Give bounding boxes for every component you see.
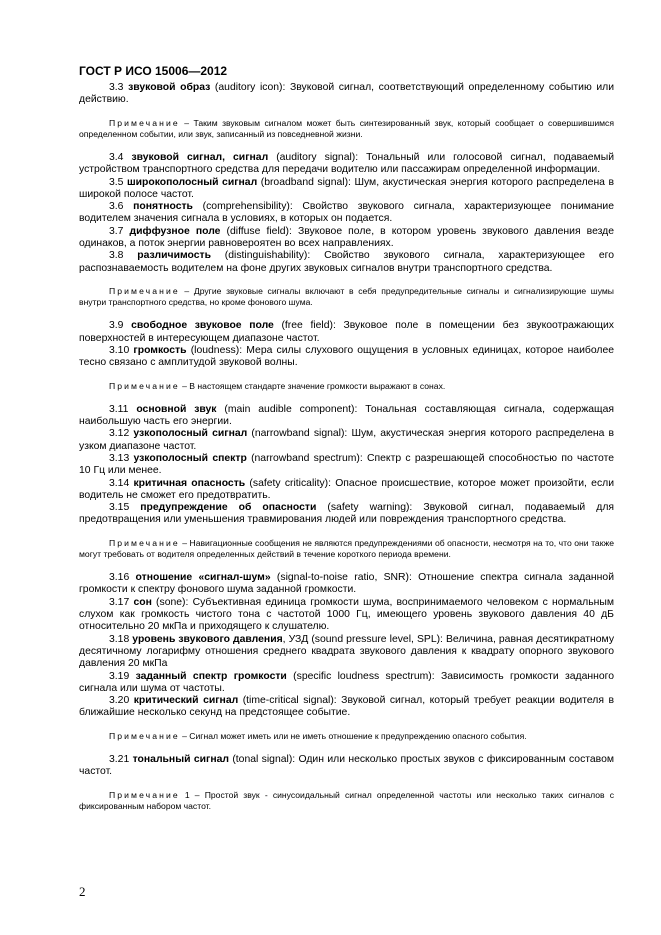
- entry-number: 3.7: [109, 225, 124, 237]
- term-entry-3-19: [79, 671, 614, 696]
- term-entry-3-18: [79, 634, 614, 671]
- entry-term: критический сигнал: [133, 695, 239, 707]
- entry-definition: (safety warning): Звуковой сигнал, подаваемый для предотвращения или уменьшения травмирования людей или повреждения транспортного средства.: [79, 502, 615, 526]
- entry-term: сон: [133, 596, 152, 608]
- entry-definition: (narrowband signal): Шум, акустическая энергия которого распределена в узком диапазоне частот.: [79, 428, 615, 452]
- entry-definition: (signal-to-noise ratio, SNR): Отношение спектра сигнала заданной громкости к спектру фонового шума заданной громкости.: [79, 572, 614, 596]
- entry-number: 3.11: [109, 403, 129, 415]
- note-text: – Навигационные сообщения не являются предупреждениями об опасности, несмотря на то, что они также могут требовать от водителя определенных действий в течение короткого периода времени.: [79, 537, 614, 559]
- entry-definition: (auditory icon): Звуковой сигнал, соответствующий определенному событию или действию.: [79, 82, 615, 106]
- term-entry-3-20: [79, 695, 614, 720]
- term-entry-3-5: [79, 177, 614, 202]
- entry-term: узкополосный спектр: [133, 452, 247, 464]
- document-body: [79, 82, 614, 824]
- entry-term: отношение «сигнал-шум»: [135, 572, 271, 584]
- entry-number: 3.12: [109, 428, 130, 440]
- note: [79, 286, 614, 308]
- term-entry-3-3: [79, 82, 614, 107]
- term-entry-3-10: [79, 345, 614, 370]
- term-entry-3-6: [79, 201, 614, 226]
- entry-number: 3.16: [109, 572, 130, 584]
- entry-number: 3.15: [109, 502, 130, 514]
- entry-number: 3.18: [109, 633, 130, 645]
- note: [79, 118, 614, 140]
- entry-definition: (main audible component): Тональная составляющая сигнала, содержащая наибольшую часть его энергии.: [79, 403, 615, 428]
- entry-number: 3.5: [109, 176, 124, 188]
- term-entry-3-9: [79, 320, 614, 345]
- term-entry-3-14: [79, 478, 614, 503]
- note-text: 1 – Простой звук - синусоидальный сигнал определенной частоты или несколько таких сигналов с фиксированным набором частот.: [79, 789, 614, 811]
- note: [79, 790, 614, 812]
- entry-number: 3.14: [109, 477, 130, 489]
- entry-number: 3.21: [109, 753, 130, 765]
- entry-term: узкополосный сигнал: [133, 428, 248, 440]
- note-text: – Сигнал может иметь или не иметь отношение к предупреждению опасного события.: [179, 730, 527, 741]
- note-label: Примечание: [109, 537, 180, 548]
- term-entry-3-15: [79, 502, 614, 527]
- entry-definition: (specific loudness spectrum): Зависимость громкости заданного сигнала или шума от частоты.: [79, 670, 614, 694]
- entry-definition: (free field): Звуковое поле в помещении без звукоотражающих поверхностей в интересующем диапазоне частот.: [79, 320, 614, 344]
- note-label: Примечание: [109, 789, 180, 800]
- entry-term: основной звук: [136, 403, 217, 415]
- entry-definition: , УЗД (sound pressure level, SPL): Величина, равная десятикратному десятичному логарифму отношения среднего квадрата звукового давления к квадрату опорного звукового давления 20 мкПа: [79, 633, 615, 670]
- entry-term: тональный сигнал: [132, 753, 229, 765]
- entry-number: 3.8: [109, 250, 124, 262]
- entry-definition: (narrowband spectrum): Спектр с разрешающей способностью по частоте 10 Гц или менее.: [79, 452, 614, 477]
- note: [79, 731, 614, 742]
- note-text: – В настоящем стандарте значение громкости выражают в сонах.: [179, 380, 446, 391]
- entry-number: 3.4: [109, 152, 124, 163]
- entry-number: 3.20: [109, 695, 130, 707]
- entry-definition: (sone): Субъективная единица громкости шума, воспринимаемого человеком с нормальным слухом как громкость чистого тона с частотой 1000 Гц, имеющего уровень звукового давления 40 дБ относительно 20 мкПа и приходящего к слушателю.: [79, 596, 614, 633]
- entry-number: 3.10: [109, 344, 130, 356]
- term-entry-3-17: [79, 597, 614, 634]
- term-entry-3-4: [79, 152, 614, 177]
- entry-term: критичная опасность: [133, 477, 246, 489]
- term-entry-3-12: [79, 428, 614, 453]
- entry-term: свободное звуковое поле: [131, 320, 274, 332]
- note-label: Примечание: [109, 117, 180, 128]
- term-entry-3-8: [79, 250, 614, 275]
- entry-definition: (tonal signal): Один или несколько простых звуков с фиксированным составом частот.: [79, 753, 615, 778]
- entry-term: звуковой сигнал, сигнал: [131, 152, 269, 163]
- entry-number: 3.19: [109, 670, 130, 682]
- entry-term: понятность: [133, 201, 193, 213]
- entry-number: 3.13: [109, 452, 130, 464]
- note-text: – Другие звуковые сигналы включают в себя предупредительные сигналы и сигнализирующие шумы внутри транспортного средства, но кроме фонового шума.: [79, 285, 614, 308]
- entry-term: широкополосный сигнал: [127, 176, 258, 188]
- entry-number: 3.6: [109, 201, 124, 213]
- entry-definition: (distinguishability): Свойство звукового сигнала, характеризующее его распознаваемость водителем на фоне других звуковых сигналов внутри транспортного средства.: [79, 250, 614, 274]
- entry-definition: (comprehensibility): Свойство звукового сигнала, характеризующее понимание водителем значения сигнала в условиях, в которых он подается.: [79, 201, 614, 225]
- entry-definition: (diffuse field): Звуковое поле, в котором уровень звукового давления везде одинаков, а поток энергии равновероятен во всех направлениях.: [79, 225, 615, 250]
- term-entry-3-7: [79, 226, 614, 251]
- note-label: Примечание: [109, 380, 180, 391]
- entry-term: диффузное поле: [129, 225, 221, 237]
- entry-term: заданный спектр громкости: [135, 670, 287, 682]
- entry-definition: (auditory signal): Тональный или голосовой сигнал, подаваемый устройством транспортного средства для передачи водителю или пассажирам определенной информации.: [79, 152, 614, 176]
- entry-term: звуковой образ: [128, 82, 211, 93]
- note-label: Примечание: [109, 285, 180, 296]
- entry-term: громкость: [133, 344, 187, 356]
- document-header: ГОСТ Р ИСО 15006—2012: [79, 64, 228, 78]
- page-number: 2: [79, 884, 86, 899]
- term-entry-3-11: [79, 404, 614, 429]
- entry-number: 3.9: [109, 320, 124, 332]
- entry-definition: (broadband signal): Шум, акустическая энергия которого распределена в широкой полосе частот.: [79, 176, 615, 200]
- entry-definition: (time-critical signal): Звуковой сигнал, который требует реакции водителя в ближайшие несколько секунд на предстоящее событие.: [79, 695, 614, 719]
- entry-definition: (loudness): Мера силы слухового ощущения в условных единицах, которое наиболее тесно связано с амплитудой звуковой волны.: [79, 344, 615, 369]
- entry-term: различимость: [137, 250, 211, 262]
- entry-number: 3.3: [109, 82, 124, 93]
- term-entry-3-21: [79, 754, 614, 779]
- term-entry-3-13: [79, 453, 614, 478]
- entry-term: уровень звукового давления: [132, 633, 283, 645]
- note: [79, 381, 614, 392]
- note-text: – Таким звуковым сигналом может быть синтезированный звук, который сообщает о совершившимся определенном событии, или звук, записанный из повседневной жизни.: [79, 117, 614, 139]
- entry-number: 3.17: [109, 596, 130, 608]
- note: [79, 538, 614, 560]
- entry-term: предупреждение об опасности: [140, 502, 317, 514]
- note-label: Примечание: [109, 730, 180, 741]
- term-entry-3-16: [79, 572, 614, 597]
- entry-definition: (safety criticality): Опасное происшествие, которое может произойти, если водитель не сможет его предотвратить.: [79, 477, 615, 501]
